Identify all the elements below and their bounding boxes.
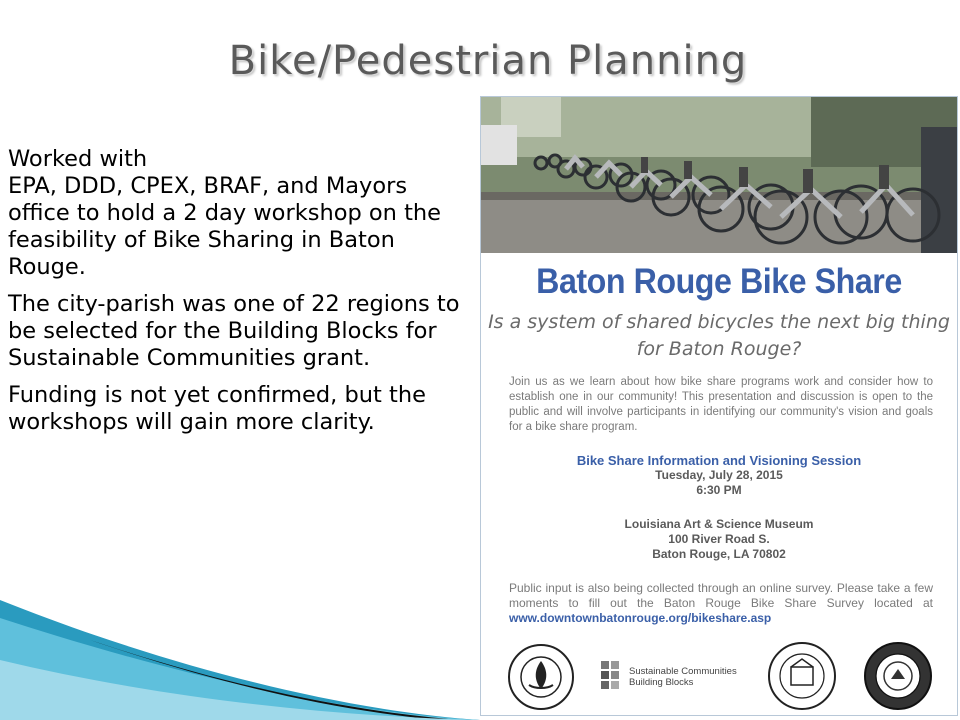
- paragraph-funding: Funding is not yet confirmed, but the workshops will gain more clarity.: [8, 382, 426, 435]
- sc-line1: Sustainable Communities: [629, 666, 737, 677]
- flyer-tagline: Is a system of shared bicycles the next big thing for Baton Rouge?: [488, 311, 950, 360]
- sustainable-communities-logo: [599, 657, 627, 697]
- paragraph-grant: The city-parish was one of 22 regions to be selected for the Building Blocks for Sustainable Communities grant.: [8, 291, 460, 371]
- p1-line1: Worked with: [8, 146, 148, 172]
- session-info: [481, 453, 957, 498]
- mayor-president-seal: [863, 641, 933, 711]
- survey-url-link[interactable]: www.downtownbatonrouge.org/bikeshare.asp: [509, 611, 772, 625]
- session-date: Tuesday, July 28, 2015: [655, 468, 783, 482]
- flyer-heading: Baton Rouge Bike Share: [536, 262, 902, 301]
- sponsor-logos: [481, 635, 957, 713]
- survey-info: [509, 581, 933, 626]
- session-time: 6:30 PM: [696, 483, 742, 497]
- p1-line2: EPA, DDD, CPEX, BRAF, and Mayors office to hold a 2 day workshop on the feasibility of Bike Sharing in Baton Rouge.: [8, 173, 442, 280]
- venue-city: Baton Rouge, LA 70802: [652, 547, 786, 561]
- slide-title: Bike/Pedestrian Planning: [228, 38, 748, 84]
- sustainable-communities-label: [629, 666, 737, 688]
- city-parish-seal: [767, 641, 837, 711]
- survey-text: Public input is also being collected through an online survey. Please take a few moments to fill out the Baton Rouge Bike Share Survey located at: [509, 581, 933, 610]
- session-title: Bike Share Information and Visioning Session: [576, 453, 862, 468]
- paragraph-workshop: [8, 146, 470, 281]
- body-text: [8, 146, 470, 446]
- event-flyer: [480, 96, 958, 716]
- venue-info: [481, 517, 957, 562]
- venue-street: 100 River Road S.: [668, 532, 770, 546]
- flyer-description: Join us as we learn about how bike share programs work and consider how to establish one in our community! This presentation and discussion is open to the public and will involve participants in identifying our community's vision and goals for a bike share program.: [509, 376, 933, 433]
- epa-logo: [507, 643, 575, 711]
- sc-line2: Building Blocks: [629, 677, 694, 688]
- venue-name: Louisiana Art & Science Museum: [624, 517, 814, 531]
- bike-photo: [481, 97, 957, 253]
- decorative-swoosh: [0, 600, 480, 720]
